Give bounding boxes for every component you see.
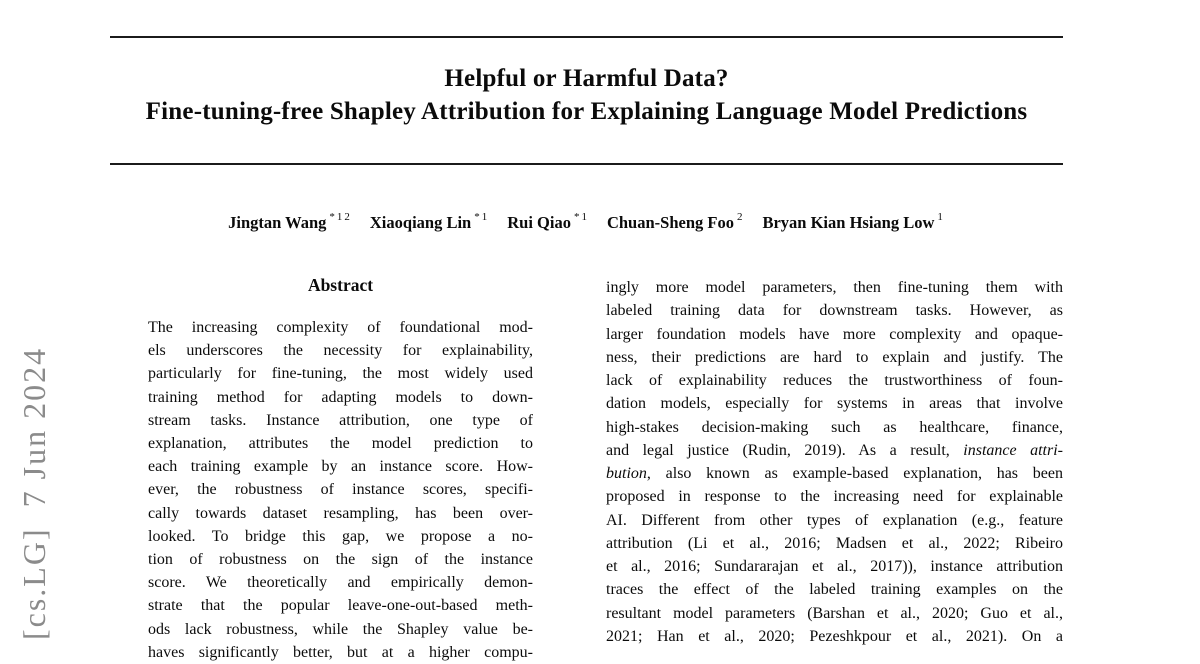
paper-title xyxy=(110,62,1063,128)
text-line: AI. Different from other types of explanation (e.g., feature xyxy=(606,511,1063,529)
text-line: strate that the popular leave-one-out-based meth- xyxy=(148,597,533,615)
text-line: ingly more model parameters, then fine-tuning them with xyxy=(606,279,1063,296)
text-line: high-stakes decision-making such as healthcare, finance, xyxy=(606,418,1063,436)
text-line: cally towards dataset resampling, has been over- xyxy=(148,504,533,522)
text-line: The increasing complexity of foundational mod- xyxy=(148,319,533,336)
text-line: dation models, especially for systems in areas that involve xyxy=(606,395,1063,413)
text-line: particularly for fine-tuning, the most widely used xyxy=(148,365,533,383)
text-line: traces the effect of the labeled training examples on the xyxy=(606,581,1063,599)
text-line: 2021; Han et al., 2020; Pezeshkpour et al., 2021). On a xyxy=(606,627,1063,645)
author xyxy=(370,213,489,232)
abstract-heading: Abstract xyxy=(307,275,374,295)
author-affiliation-superscript: 1 xyxy=(937,211,945,223)
text-line: tion of robustness on the sign of the instance xyxy=(148,551,533,569)
text-line: et al., 2016; Sundararajan et al., 2017)), instance attribution xyxy=(606,558,1063,575)
title-line-1: Helpful or Harmful Data? xyxy=(444,65,729,92)
text-line: training method for adapting models to down- xyxy=(148,388,533,406)
text-line: stream tasks. Instance attribution, one type of xyxy=(148,411,533,429)
text-line: lack of explainability reduces the trustworthiness of foun- xyxy=(606,372,1063,389)
author-name: Rui Qiao xyxy=(507,212,571,232)
introduction-text xyxy=(606,276,1063,648)
text-line: larger foundation models have more complexity and opaque- xyxy=(606,325,1063,343)
author xyxy=(228,213,352,232)
text-line: and legal justice (Rudin, 2019). As a result, instance attri- xyxy=(606,441,1063,459)
text-line: els underscores the necessity for explainability, xyxy=(148,342,533,360)
author xyxy=(762,213,944,232)
author-list xyxy=(110,204,1063,237)
arxiv-stamp: [cs.LG] 7 Jun 2024 xyxy=(16,346,52,640)
text-line: labeled training data for downstream tasks. However, as xyxy=(606,302,1063,320)
author-affiliation-superscript: *1 xyxy=(573,211,589,223)
title-rule-top xyxy=(110,36,1063,38)
text-line: ness, their predictions are hard to explain and justify. The xyxy=(606,348,1063,366)
text-line: ever, the robustness of instance scores, specifi- xyxy=(148,481,533,499)
title-line-2: Fine-tuning-free Shapley Attribution for Explaining Language Model Predictions xyxy=(145,98,1028,125)
author-name: Xiaoqiang Lin xyxy=(369,212,472,232)
abstract-text xyxy=(148,316,533,664)
text-line: resultant model parameters (Barshan et al., 2020; Guo et al., xyxy=(606,604,1063,622)
text-line: bution, also known as example-based explanation, has been xyxy=(606,465,1063,482)
text-line: looked. To bridge this gap, we propose a no- xyxy=(148,527,533,545)
author-name: Bryan Kian Hsiang Low xyxy=(762,212,935,232)
author-affiliation-superscript: 2 xyxy=(736,211,745,223)
author-affiliation-superscript: *12 xyxy=(329,211,352,223)
text-line: score. We theoretically and empirically demon- xyxy=(148,574,533,592)
author-name: Jingtan Wang xyxy=(228,212,327,232)
text-line: explanation, attributes the model prediction to xyxy=(148,435,533,453)
text-line: haves significantly better, but at a higher compu- xyxy=(148,643,533,661)
text-line: each training example by an instance score. How- xyxy=(148,458,533,476)
author xyxy=(507,213,589,232)
author xyxy=(607,213,745,232)
author-affiliation-superscript: *1 xyxy=(474,211,490,223)
title-rule-bottom xyxy=(110,163,1063,165)
author-name: Chuan-Sheng Foo xyxy=(606,212,734,232)
text-line: proposed in response to the increasing need for explainable xyxy=(606,488,1063,506)
text-line: attribution (Li et al., 2016; Madsen et al., 2022; Ribeiro xyxy=(606,534,1063,552)
text-line: ods lack robustness, while the Shapley value be- xyxy=(148,620,533,638)
